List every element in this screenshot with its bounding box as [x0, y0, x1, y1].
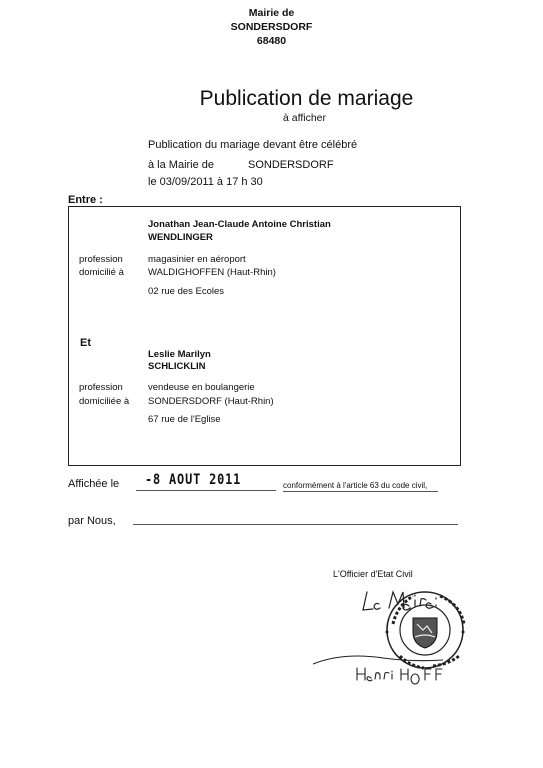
- et-label: Et: [80, 337, 91, 349]
- mairie-header: [0, 6, 543, 48]
- publication-place: SONDERSDORF: [248, 159, 334, 171]
- person2-address: 67 rue de l'Eglise: [148, 414, 221, 425]
- person1-surname: WENDLINGER: [148, 232, 213, 243]
- person1-address: 02 rue des Ecoles: [148, 286, 225, 297]
- par-nous-underline: [133, 524, 458, 525]
- officier-label: L'Officier d'Etat Civil: [333, 569, 413, 579]
- document-subtitle: à afficher: [283, 112, 326, 124]
- mairie-line-3: 68480: [256, 35, 287, 47]
- person2-profession: vendeuse en boulangerie: [148, 382, 255, 393]
- stamp-seal: [386, 592, 465, 668]
- person1-profession-label: profession: [79, 254, 123, 265]
- person2-domicile-label: domiciliée à: [79, 396, 130, 407]
- parties-box: [68, 206, 461, 466]
- person2-profession-label: profession: [79, 382, 123, 393]
- mairie-line-1: Mairie de: [248, 7, 295, 19]
- person1-profession: magasinier en aéroport: [148, 254, 246, 265]
- document-title: Publication de mariage: [199, 87, 414, 110]
- publication-place-prefix: à la Mairie de: [148, 159, 215, 171]
- article-reference: conformément à l'article 63 du code civil,: [283, 481, 428, 490]
- par-nous-label: par Nous,: [68, 515, 116, 527]
- article-underline: [283, 491, 438, 492]
- person2-names: Leslie Marilyn: [148, 349, 211, 360]
- person1-domicile-label: domicilié à: [79, 267, 124, 278]
- date-underline: [136, 490, 276, 491]
- mairie-line-2: SONDERSDORF: [230, 21, 313, 33]
- person2-domicile: SONDERSDORF (Haut-Rhin): [148, 396, 274, 407]
- person1-domicile: WALDIGHOFFEN (Haut-Rhin): [148, 267, 276, 278]
- publication-datetime: le 03/09/2011 à 17 h 30: [148, 176, 263, 188]
- entre-label: Entre :: [68, 194, 103, 206]
- affichage-date-stamp: -8 AOUT 2011: [145, 472, 242, 488]
- official-stamp-signature: [305, 580, 490, 695]
- person1-names: Jonathan Jean-Claude Antoine Christian: [148, 219, 331, 230]
- person2-surname: SCHLICKLIN: [148, 361, 206, 372]
- affichee-label: Affichée le: [68, 478, 120, 490]
- publication-line: Publication du mariage devant être célébré: [148, 139, 358, 151]
